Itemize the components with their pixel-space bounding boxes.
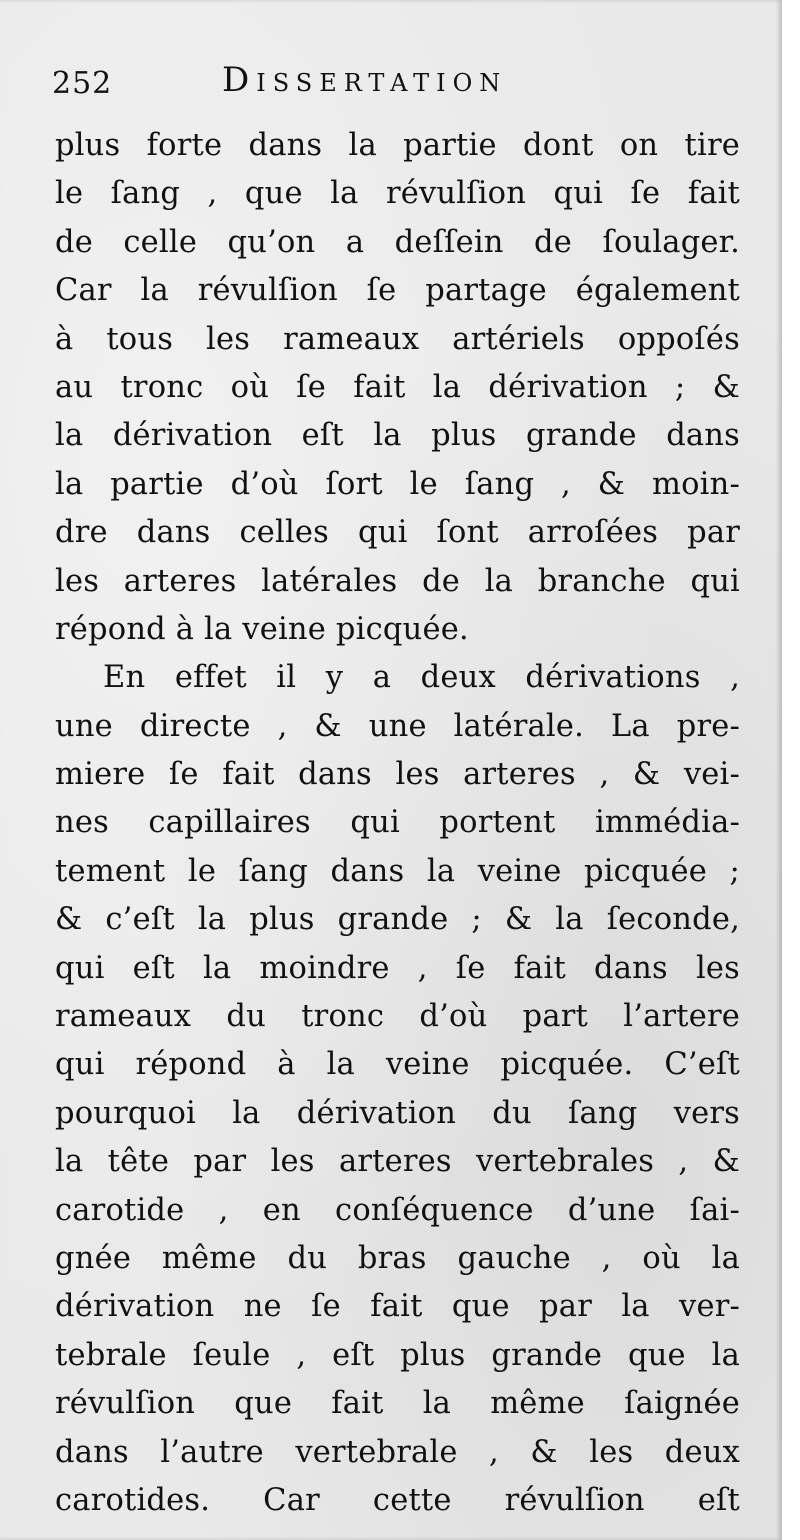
text-line: tebrale ſeule , eſt plus grande que la [55, 1337, 740, 1373]
text-line: plus forte dans la partie dont on tire [55, 128, 740, 163]
text-line: à tous les rameaux artériels oppoſés [55, 321, 740, 357]
text-line: carotides. Car cette révulſion eſt [55, 1482, 740, 1518]
text-line: une directe , & une latérale. La pre- [55, 708, 740, 744]
text-line: révulſion que fait la même ſaignée [55, 1386, 740, 1422]
text-line: le ſang , que la révulſion qui ſe fait [55, 176, 740, 212]
paragraph-start-line: En effet il y a deux dérivations , [103, 660, 740, 696]
text-line: rameaux du tronc d’où part l’artere [55, 999, 740, 1035]
text-line: Car la révulſion ſe partage également [55, 273, 740, 309]
text-line: pourquoi la dérivation du ſang vers [55, 1095, 740, 1131]
text-line: la dérivation eſt la plus grande dans [55, 418, 740, 454]
text-line: de celle qu’on a deſſein de ſoulager. [55, 224, 740, 260]
text-line: & c’eſt la plus grande ; & la ſeconde, [55, 902, 740, 938]
page-margin-edge [782, 0, 800, 1540]
text-line: la partie d’où ſort le ſang , & moin- [55, 466, 740, 502]
paragraph-end-line: répond à la veine picquée. [55, 611, 469, 647]
text-line: qui eſt la moindre , ſe fait dans les [55, 950, 740, 986]
text-line: qui répond à la veine picquée. C’eſt [55, 1047, 740, 1083]
text-line: carotide , en conſéquence d’une ſai- [55, 1192, 740, 1228]
text-line: gnée même du bras gauche , où la [55, 1240, 740, 1276]
body-text [55, 122, 740, 1525]
text-line: au tronc où ſe fait la dérivation ; & [55, 369, 740, 405]
text-line: la tête par les arteres vertebrales , & [55, 1144, 740, 1180]
text-line: miere ſe fait dans les arteres , & vei- [55, 757, 740, 793]
text-line: dérivation ne ſe fait que par la ver- [55, 1289, 740, 1325]
text-line: dans l’autre vertebrale , & les deux [55, 1434, 740, 1470]
page-number: 252 [52, 66, 113, 101]
running-title: Dissertation [222, 60, 508, 100]
text-line: nes capillaires qui portent immédia- [55, 805, 740, 841]
running-head [52, 58, 742, 106]
text-line: tement le ſang dans la veine picquée ; [55, 853, 740, 889]
text-line: les arteres latérales de la branche qui [55, 563, 740, 599]
text-line: dre dans celles qui ſont arroſées par [55, 515, 740, 551]
